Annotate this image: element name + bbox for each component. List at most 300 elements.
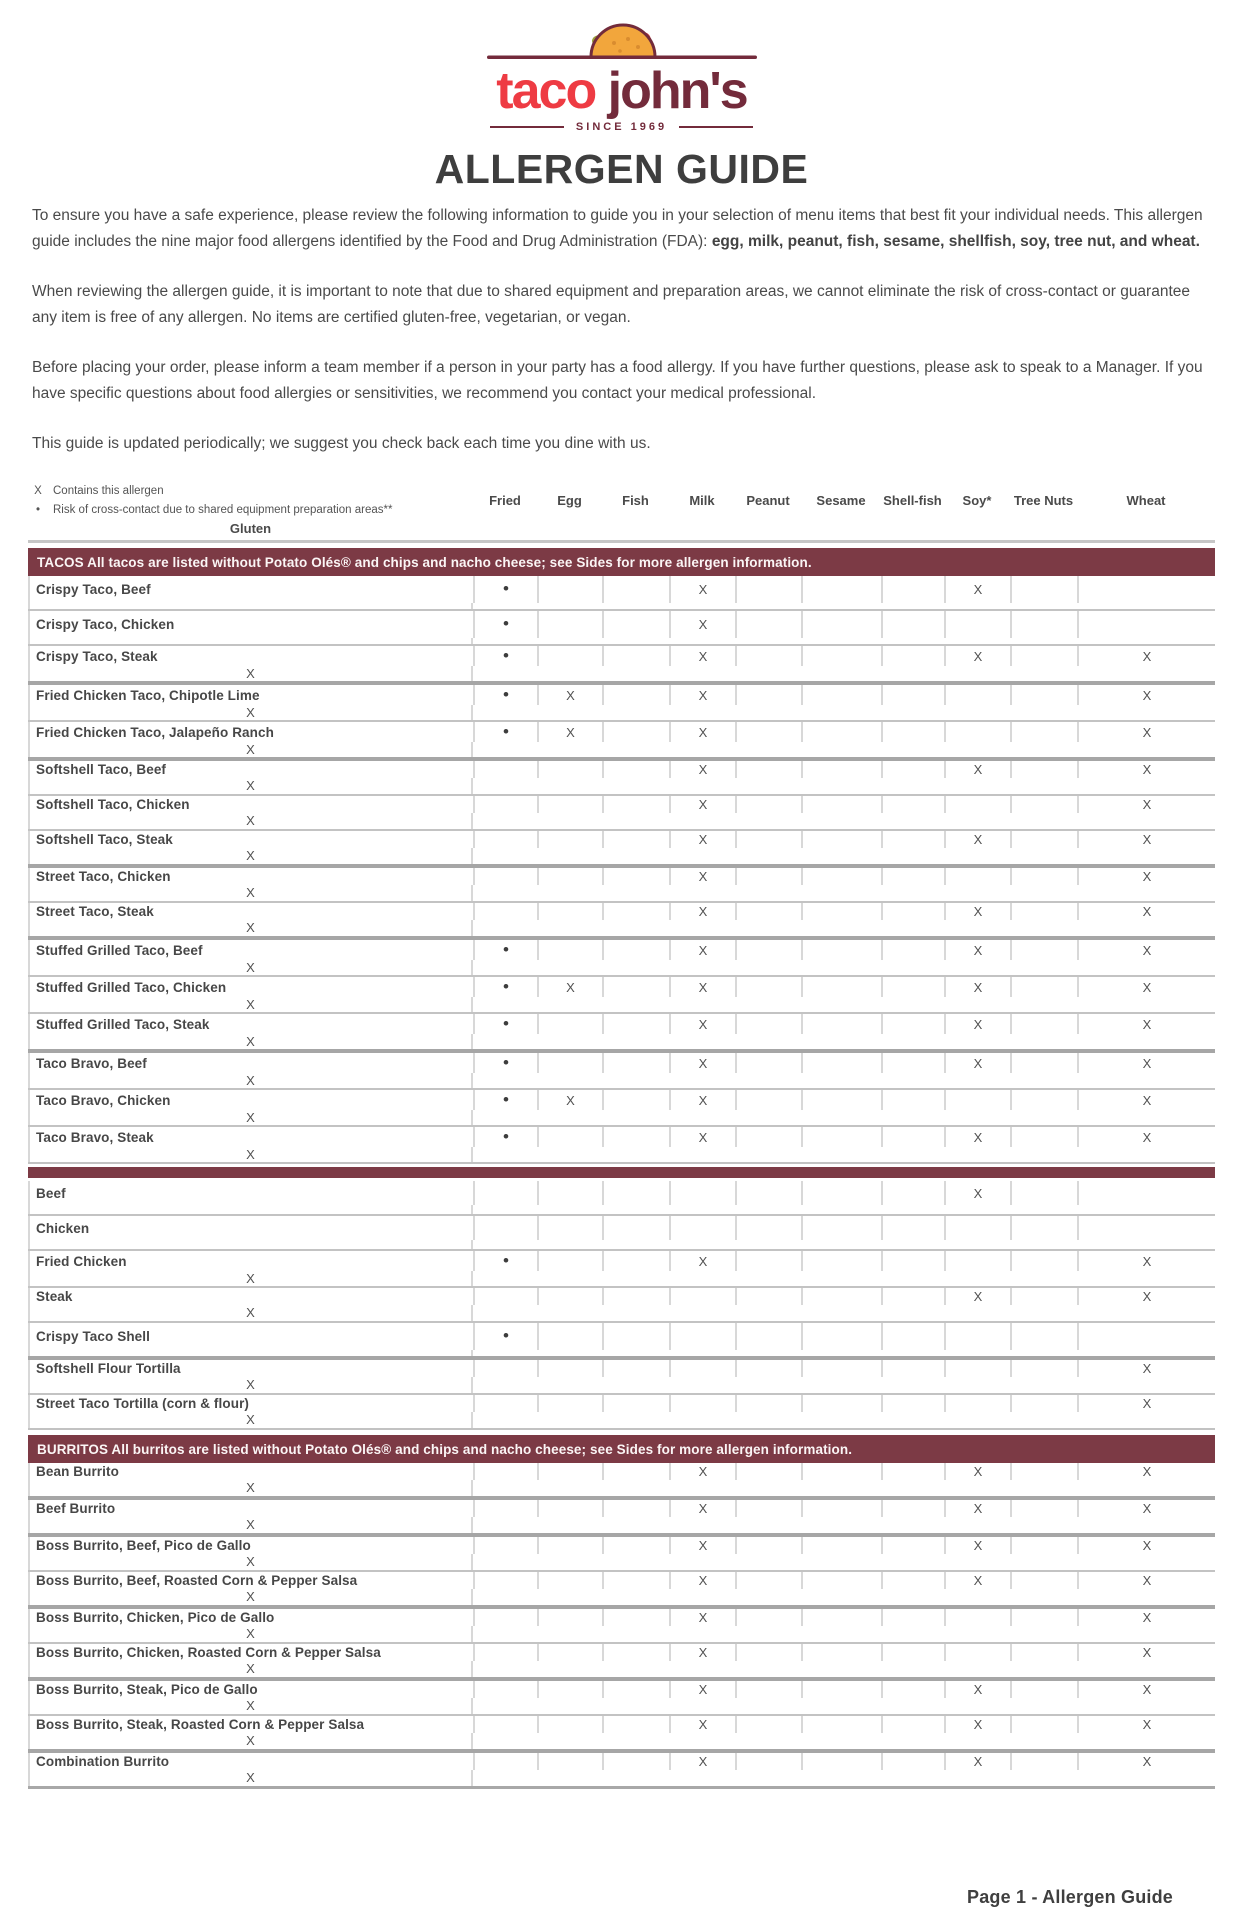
mark-gluten: X bbox=[28, 1733, 473, 1750]
mark-soy bbox=[944, 796, 1010, 813]
mark-soy: X bbox=[944, 1537, 1010, 1554]
mark-egg bbox=[537, 1500, 602, 1517]
mark-fried: • bbox=[473, 1014, 537, 1034]
mark-milk bbox=[669, 1360, 735, 1377]
mark-tree-nuts bbox=[1010, 977, 1077, 997]
mark-soy bbox=[944, 611, 1010, 638]
table-row bbox=[28, 609, 1215, 644]
item-name: Bean Burrito bbox=[28, 1463, 473, 1480]
mark-peanut bbox=[735, 1681, 801, 1698]
mark-fish bbox=[602, 1716, 669, 1733]
mark-gluten: X bbox=[28, 1480, 473, 1497]
mark-sesame bbox=[801, 903, 881, 920]
mark-sesame bbox=[801, 1323, 881, 1350]
mark-fish bbox=[602, 831, 669, 848]
item-name: Chicken bbox=[28, 1216, 473, 1240]
mark-wheat: X bbox=[1077, 796, 1215, 813]
mark-gluten: X bbox=[28, 1305, 473, 1322]
mark-fried: • bbox=[473, 1053, 537, 1073]
mark-fish bbox=[602, 1609, 669, 1626]
mark-milk: X bbox=[669, 977, 735, 997]
item-name: Stuffed Grilled Taco, Steak bbox=[28, 1014, 473, 1034]
mark-sesame bbox=[801, 1216, 881, 1240]
item-name: Boss Burrito, Beef, Pico de Gallo bbox=[28, 1537, 473, 1554]
mark-peanut bbox=[735, 1053, 801, 1073]
table-row bbox=[28, 1570, 1215, 1605]
item-name: Taco Bravo, Beef bbox=[28, 1053, 473, 1073]
mark-fish bbox=[602, 1216, 669, 1240]
mark-peanut bbox=[735, 1500, 801, 1517]
mark-fried: • bbox=[473, 685, 537, 705]
item-name: Softshell Taco, Beef bbox=[28, 761, 473, 778]
item-name: Fried Chicken Taco, Chipotle Lime bbox=[28, 685, 473, 705]
mark-milk: X bbox=[669, 1463, 735, 1480]
mark-sesame bbox=[801, 1463, 881, 1480]
mark-sesame bbox=[801, 831, 881, 848]
mark-peanut bbox=[735, 685, 801, 705]
mark-fried: • bbox=[473, 1090, 537, 1110]
mark-shellfish bbox=[881, 761, 944, 778]
mark-tree-nuts bbox=[1010, 761, 1077, 778]
mark-gluten: X bbox=[28, 997, 473, 1012]
mark-fried bbox=[473, 1360, 537, 1377]
table-row bbox=[28, 1125, 1215, 1162]
mark-egg bbox=[537, 1053, 602, 1073]
mark-wheat: X bbox=[1077, 1644, 1215, 1661]
mark-gluten bbox=[28, 603, 473, 610]
mark-egg bbox=[537, 796, 602, 813]
mark-egg bbox=[537, 1251, 602, 1271]
mark-gluten: X bbox=[28, 705, 473, 720]
mark-shellfish bbox=[881, 903, 944, 920]
mark-fish bbox=[602, 1360, 669, 1377]
section-header-burritos: BURRITOS All burritos are listed without Potato Olés® and chips and nacho cheese; see Sides for more allergen information. bbox=[28, 1435, 1215, 1463]
mark-egg bbox=[537, 1753, 602, 1770]
mark-peanut bbox=[735, 1753, 801, 1770]
mark-shellfish bbox=[881, 576, 944, 603]
mark-gluten: X bbox=[28, 742, 473, 757]
mark-shellfish bbox=[881, 611, 944, 638]
table-row bbox=[28, 1749, 1215, 1786]
mark-gluten: X bbox=[28, 1626, 473, 1643]
mark-fish bbox=[602, 977, 669, 997]
table-row-group bbox=[28, 576, 1215, 1164]
mark-sesame bbox=[801, 646, 881, 666]
mark-sesame bbox=[801, 1360, 881, 1377]
table-row bbox=[28, 901, 1215, 936]
mark-fried: • bbox=[473, 977, 537, 997]
intro-paragraph-4: This guide is updated periodically; we suggest you check back each time you dine with us. bbox=[32, 435, 651, 452]
table-row-group bbox=[28, 1463, 1215, 1789]
mark-tree-nuts bbox=[1010, 576, 1077, 603]
table-row bbox=[28, 681, 1215, 720]
mark-tree-nuts bbox=[1010, 1090, 1077, 1110]
mark-milk: X bbox=[669, 831, 735, 848]
mark-wheat: X bbox=[1077, 1572, 1215, 1589]
mark-sesame bbox=[801, 1181, 881, 1205]
mark-soy: X bbox=[944, 646, 1010, 666]
mark-soy: X bbox=[944, 1014, 1010, 1034]
section-header-tacos: TACOS All tacos are listed without Potato Olés® and chips and nacho cheese; see Sides for more allergen information. bbox=[28, 548, 1215, 576]
mark-egg bbox=[537, 611, 602, 638]
mark-fried bbox=[473, 1609, 537, 1626]
mark-egg bbox=[537, 1288, 602, 1305]
mark-fish bbox=[602, 1014, 669, 1034]
since-rule-right bbox=[679, 126, 753, 129]
mark-tree-nuts bbox=[1010, 1463, 1077, 1480]
mark-fish bbox=[602, 761, 669, 778]
mark-milk: X bbox=[669, 1014, 735, 1034]
mark-tree-nuts bbox=[1010, 1127, 1077, 1147]
legend-x-text: Contains this allergen bbox=[53, 484, 164, 497]
mark-sesame bbox=[801, 1609, 881, 1626]
mark-fried: • bbox=[473, 646, 537, 666]
mark-wheat: X bbox=[1077, 722, 1215, 742]
item-name: Crispy Taco Shell bbox=[28, 1323, 473, 1350]
column-header-sesame: Sesame bbox=[816, 492, 866, 508]
mark-gluten: X bbox=[28, 1698, 473, 1715]
mark-gluten: X bbox=[28, 1589, 473, 1606]
mark-wheat: X bbox=[1077, 868, 1215, 885]
mark-egg bbox=[537, 1537, 602, 1554]
mark-wheat bbox=[1077, 1216, 1215, 1240]
mark-egg bbox=[537, 646, 602, 666]
mark-shellfish bbox=[881, 1360, 944, 1377]
mark-sesame bbox=[801, 1014, 881, 1034]
mark-fried: • bbox=[473, 576, 537, 603]
mark-tree-nuts bbox=[1010, 1181, 1077, 1205]
table-row bbox=[28, 1049, 1215, 1088]
mark-wheat: X bbox=[1077, 903, 1215, 920]
mark-tree-nuts bbox=[1010, 1716, 1077, 1733]
item-name: Stuffed Grilled Taco, Beef bbox=[28, 940, 473, 960]
item-name: Softshell Flour Tortilla bbox=[28, 1360, 473, 1377]
mark-wheat: X bbox=[1077, 1609, 1215, 1626]
mark-shellfish bbox=[881, 1251, 944, 1271]
mark-fried bbox=[473, 1681, 537, 1698]
mark-gluten: X bbox=[28, 960, 473, 975]
intro-p1-allergen-list: egg, milk, peanut, fish, sesame, shellfish, soy, tree nut, and wheat. bbox=[711, 233, 1200, 250]
mark-gluten: X bbox=[28, 1034, 473, 1049]
mark-sesame bbox=[801, 722, 881, 742]
mark-tree-nuts bbox=[1010, 1537, 1077, 1554]
mark-sesame bbox=[801, 761, 881, 778]
table-row bbox=[28, 644, 1215, 681]
mark-sesame bbox=[801, 1537, 881, 1554]
column-header-wheat: Wheat bbox=[1126, 492, 1166, 508]
mark-tree-nuts bbox=[1010, 722, 1077, 742]
wordmark-taco: taco bbox=[496, 62, 596, 120]
mark-shellfish bbox=[881, 977, 944, 997]
intro-paragraph-1 bbox=[32, 203, 1215, 255]
mark-wheat bbox=[1077, 1181, 1215, 1205]
mark-peanut bbox=[735, 1251, 801, 1271]
mark-wheat: X bbox=[1077, 1537, 1215, 1554]
mark-egg bbox=[537, 1395, 602, 1412]
mark-soy: X bbox=[944, 1500, 1010, 1517]
mark-wheat: X bbox=[1077, 1681, 1215, 1698]
mark-shellfish bbox=[881, 1572, 944, 1589]
mark-shellfish bbox=[881, 1681, 944, 1698]
mark-peanut bbox=[735, 1090, 801, 1110]
mark-shellfish bbox=[881, 1500, 944, 1517]
mark-peanut bbox=[735, 1572, 801, 1589]
mark-tree-nuts bbox=[1010, 646, 1077, 666]
mark-fish bbox=[602, 1053, 669, 1073]
mark-milk: X bbox=[669, 1251, 735, 1271]
mark-wheat: X bbox=[1077, 1360, 1215, 1377]
mark-shellfish bbox=[881, 1014, 944, 1034]
mark-sesame bbox=[801, 576, 881, 603]
mark-peanut bbox=[735, 903, 801, 920]
mark-egg bbox=[537, 868, 602, 885]
mark-fried bbox=[473, 868, 537, 885]
mark-gluten bbox=[28, 1240, 473, 1249]
table-row bbox=[28, 936, 1215, 975]
mark-fish bbox=[602, 1288, 669, 1305]
table-row bbox=[28, 1533, 1215, 1570]
mark-wheat: X bbox=[1077, 1288, 1215, 1305]
mark-sesame bbox=[801, 1644, 881, 1661]
mark-tree-nuts bbox=[1010, 1500, 1077, 1517]
mark-milk: X bbox=[669, 1500, 735, 1517]
mark-shellfish bbox=[881, 1127, 944, 1147]
mark-egg bbox=[537, 903, 602, 920]
mark-shellfish bbox=[881, 1216, 944, 1240]
mark-tree-nuts bbox=[1010, 868, 1077, 885]
item-name: Street Taco, Steak bbox=[28, 903, 473, 920]
mark-egg bbox=[537, 1127, 602, 1147]
mark-milk: X bbox=[669, 1127, 735, 1147]
allergen-table bbox=[28, 548, 1215, 1789]
mark-soy bbox=[944, 1609, 1010, 1626]
mark-sesame bbox=[801, 977, 881, 997]
table-row bbox=[28, 1677, 1215, 1714]
mark-sesame bbox=[801, 1716, 881, 1733]
since-text: SINCE 1969 bbox=[575, 121, 668, 133]
mark-shellfish bbox=[881, 796, 944, 813]
mark-tree-nuts bbox=[1010, 1053, 1077, 1073]
since-rule-left bbox=[490, 126, 564, 129]
item-name: Street Taco Tortilla (corn & flour) bbox=[28, 1395, 473, 1412]
mark-peanut bbox=[735, 576, 801, 603]
mark-soy: X bbox=[944, 1463, 1010, 1480]
mark-gluten: X bbox=[28, 1412, 473, 1429]
mark-shellfish bbox=[881, 1753, 944, 1770]
mark-gluten: X bbox=[28, 920, 473, 937]
mark-tree-nuts bbox=[1010, 1014, 1077, 1034]
mark-egg bbox=[537, 1609, 602, 1626]
mark-peanut bbox=[735, 646, 801, 666]
table-row bbox=[28, 757, 1215, 794]
mark-fried bbox=[473, 1572, 537, 1589]
mark-peanut bbox=[735, 831, 801, 848]
mark-sesame bbox=[801, 1500, 881, 1517]
mark-tree-nuts bbox=[1010, 796, 1077, 813]
mark-soy: X bbox=[944, 1716, 1010, 1733]
mark-milk: X bbox=[669, 1681, 735, 1698]
mark-milk: X bbox=[669, 576, 735, 603]
mark-egg: X bbox=[537, 722, 602, 742]
mark-wheat: X bbox=[1077, 1127, 1215, 1147]
mark-egg: X bbox=[537, 977, 602, 997]
mark-fish bbox=[602, 903, 669, 920]
item-name: Softshell Taco, Chicken bbox=[28, 796, 473, 813]
mark-wheat bbox=[1077, 611, 1215, 638]
table-row bbox=[28, 1088, 1215, 1125]
mark-fish bbox=[602, 1251, 669, 1271]
mark-sesame bbox=[801, 1572, 881, 1589]
mark-egg bbox=[537, 1216, 602, 1240]
mark-milk bbox=[669, 1216, 735, 1240]
mark-tree-nuts bbox=[1010, 1644, 1077, 1661]
mark-peanut bbox=[735, 1463, 801, 1480]
mark-soy: X bbox=[944, 831, 1010, 848]
mark-wheat: X bbox=[1077, 1753, 1215, 1770]
mark-peanut bbox=[735, 1644, 801, 1661]
table-row-group bbox=[28, 1181, 1215, 1430]
mark-milk: X bbox=[669, 611, 735, 638]
mark-wheat: X bbox=[1077, 977, 1215, 997]
mark-egg bbox=[537, 1181, 602, 1205]
table-header-row bbox=[28, 481, 1215, 543]
mark-peanut bbox=[735, 868, 801, 885]
item-name: Beef bbox=[28, 1181, 473, 1205]
mark-gluten: X bbox=[28, 885, 473, 902]
mark-gluten: X bbox=[28, 1661, 473, 1678]
wordmark-johns: john's bbox=[607, 62, 747, 120]
table-row bbox=[28, 975, 1215, 1012]
column-header-gluten: Gluten bbox=[229, 520, 272, 536]
mark-milk: X bbox=[669, 1753, 735, 1770]
mark-fish bbox=[602, 1753, 669, 1770]
table-row bbox=[28, 1393, 1215, 1428]
mark-milk bbox=[669, 1288, 735, 1305]
mark-wheat: X bbox=[1077, 1053, 1215, 1073]
mark-sesame bbox=[801, 940, 881, 960]
mark-shellfish bbox=[881, 1537, 944, 1554]
mark-peanut bbox=[735, 1181, 801, 1205]
mark-gluten: X bbox=[28, 1770, 473, 1787]
mark-egg: X bbox=[537, 1090, 602, 1110]
mark-fried: • bbox=[473, 611, 537, 638]
legend-x-symbol: X bbox=[34, 484, 42, 497]
mark-fried: • bbox=[473, 1323, 537, 1350]
table-row bbox=[28, 1463, 1215, 1496]
mark-soy: X bbox=[944, 1572, 1010, 1589]
item-name: Crispy Taco, Beef bbox=[28, 576, 473, 603]
item-name: Street Taco, Chicken bbox=[28, 868, 473, 885]
mark-wheat: X bbox=[1077, 1500, 1215, 1517]
mark-milk: X bbox=[669, 1644, 735, 1661]
mark-egg bbox=[537, 1360, 602, 1377]
mark-fish bbox=[602, 1500, 669, 1517]
table-row bbox=[28, 864, 1215, 901]
mark-peanut bbox=[735, 1609, 801, 1626]
mark-tree-nuts bbox=[1010, 1360, 1077, 1377]
mark-soy bbox=[944, 1395, 1010, 1412]
mark-tree-nuts bbox=[1010, 1753, 1077, 1770]
mark-soy: X bbox=[944, 1053, 1010, 1073]
mark-egg bbox=[537, 1014, 602, 1034]
mark-gluten bbox=[28, 1205, 473, 1214]
mark-soy bbox=[944, 1216, 1010, 1240]
mark-gluten: X bbox=[28, 1073, 473, 1088]
mark-fish bbox=[602, 1537, 669, 1554]
mark-fish bbox=[602, 1463, 669, 1480]
table-row bbox=[28, 1605, 1215, 1642]
mark-sesame bbox=[801, 1127, 881, 1147]
mark-soy: X bbox=[944, 1288, 1010, 1305]
mark-fish bbox=[602, 611, 669, 638]
mark-shellfish bbox=[881, 831, 944, 848]
mark-fish bbox=[602, 868, 669, 885]
mark-milk: X bbox=[669, 685, 735, 705]
mark-soy bbox=[944, 1323, 1010, 1350]
mark-milk: X bbox=[669, 1572, 735, 1589]
mark-tree-nuts bbox=[1010, 1395, 1077, 1412]
legend-cross-contact bbox=[32, 501, 473, 520]
mark-peanut bbox=[735, 1216, 801, 1240]
legend-dot-symbol: • bbox=[35, 503, 41, 516]
mark-milk: X bbox=[669, 796, 735, 813]
table-row bbox=[28, 1714, 1215, 1749]
mark-soy bbox=[944, 868, 1010, 885]
mark-fish bbox=[602, 1572, 669, 1589]
item-name: Crispy Taco, Chicken bbox=[28, 611, 473, 638]
mark-sesame bbox=[801, 1753, 881, 1770]
legend-contains bbox=[32, 482, 473, 501]
mark-tree-nuts bbox=[1010, 685, 1077, 705]
mark-wheat: X bbox=[1077, 1395, 1215, 1412]
mark-peanut bbox=[735, 1323, 801, 1350]
taco-logo-icon bbox=[487, 14, 757, 68]
mark-sesame bbox=[801, 796, 881, 813]
mark-shellfish bbox=[881, 722, 944, 742]
mark-sesame bbox=[801, 1395, 881, 1412]
column-header-fried: Fried bbox=[489, 492, 521, 508]
mark-fish bbox=[602, 940, 669, 960]
mark-fried: • bbox=[473, 722, 537, 742]
mark-egg bbox=[537, 761, 602, 778]
item-name: Fried Chicken bbox=[28, 1251, 473, 1271]
mark-gluten bbox=[28, 638, 473, 645]
mark-egg bbox=[537, 576, 602, 603]
mark-peanut bbox=[735, 1288, 801, 1305]
mark-wheat: X bbox=[1077, 685, 1215, 705]
column-header-tree-nuts: Tree Nuts bbox=[1013, 492, 1074, 508]
mark-tree-nuts bbox=[1010, 940, 1077, 960]
mark-soy: X bbox=[944, 576, 1010, 603]
item-name: Boss Burrito, Beef, Roasted Corn & Pepper Salsa bbox=[28, 1572, 473, 1589]
mark-egg: X bbox=[537, 685, 602, 705]
mark-gluten: X bbox=[28, 666, 473, 681]
table-row bbox=[28, 1012, 1215, 1049]
mark-gluten: X bbox=[28, 1377, 473, 1394]
item-name: Taco Bravo, Chicken bbox=[28, 1090, 473, 1110]
mark-tree-nuts bbox=[1010, 903, 1077, 920]
mark-peanut bbox=[735, 1360, 801, 1377]
mark-egg bbox=[537, 1323, 602, 1350]
mark-sesame bbox=[801, 685, 881, 705]
mark-milk: X bbox=[669, 1537, 735, 1554]
item-name: Combination Burrito bbox=[28, 1753, 473, 1770]
mark-soy: X bbox=[944, 903, 1010, 920]
mark-fried bbox=[473, 1716, 537, 1733]
mark-milk: X bbox=[669, 646, 735, 666]
mark-soy: X bbox=[944, 1181, 1010, 1205]
mark-tree-nuts bbox=[1010, 1288, 1077, 1305]
